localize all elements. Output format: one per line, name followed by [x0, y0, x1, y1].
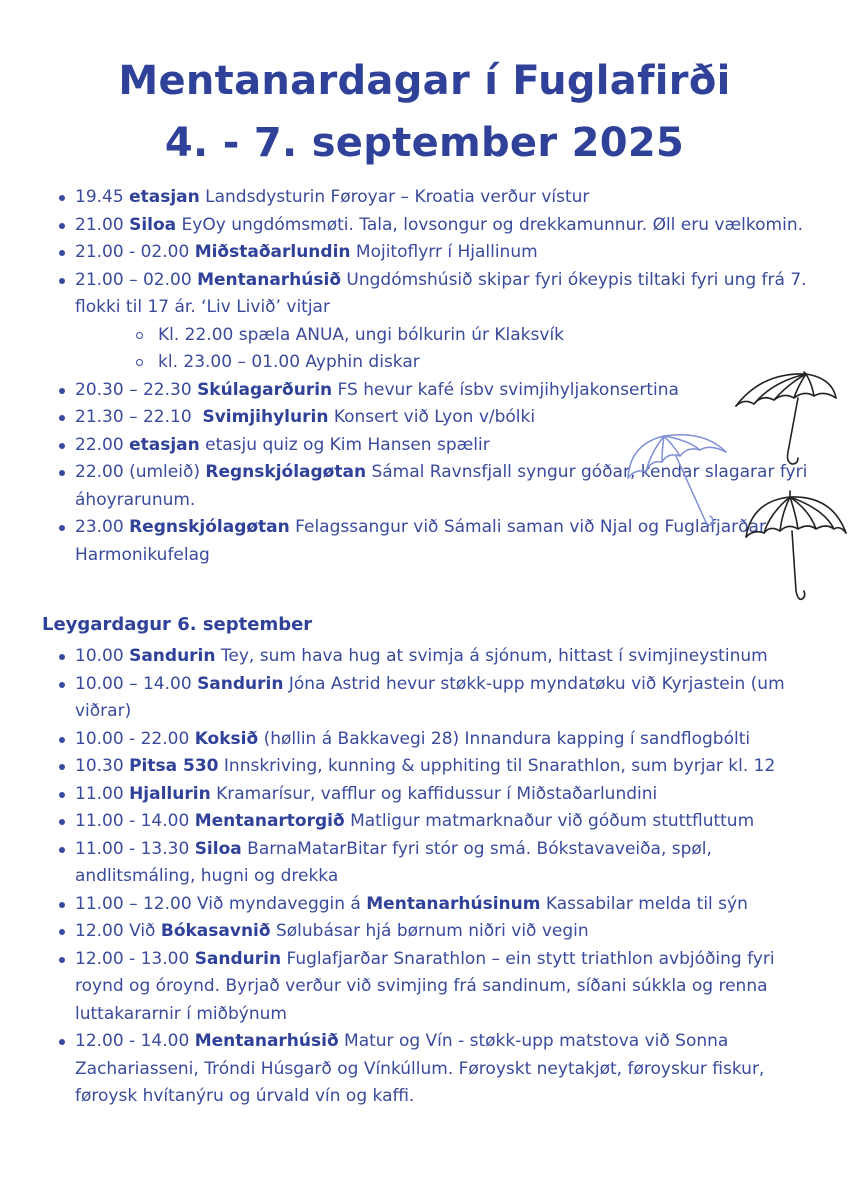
list-item: 21.00 Siloa EyOy ungdómsmøti. Tala, lovsongur og drekkamunnur. Øll eru vælkomin. [42, 212, 822, 240]
umbrella-icon [732, 368, 840, 474]
section-heading-saturday: Leygardagur 6. september [42, 614, 313, 635]
list-item: 23.00 Regnskjólagøtan Felagssangur við Sámali saman við Njal og Fuglafjarðar Harmonikufelag [42, 514, 822, 569]
list-item: 21.00 - 02.00 Miðstaðarlundin Mojitoflyrr í Hjallinum [42, 239, 822, 267]
list-item: 22.00 (umleið) Regnskjólagøtan Sámal Ravnsfjall syngur góðar, kendar slagarar fyri áhoyrarunum. [42, 459, 822, 514]
list-item: 19.45 etasjan Landsdysturin Føroyar – Kroatia verður vístur [42, 184, 822, 212]
page-subtitle-dates: 4. - 7. september 2025 [164, 120, 685, 166]
list-item: 12.00 - 13.00 Sandurin Fuglafjarðar Snarathlon – ein stytt triathlon avbjóðing fyri roynd og óroynd. Byrjað verður við svimjing frá sandinum, síðani súkkla og renna luttakararnir í miðbýnum [42, 946, 822, 1029]
list-item: 11.00 - 14.00 Mentanartorgið Matligur matmarknaður við góðum stuttfluttum [42, 808, 822, 836]
list-item: 10.30 Pitsa 530 Innskriving, kunning & upphiting til Snarathlon, sum byrjar kl. 12 [42, 753, 822, 781]
list-item: 21.00 – 02.00 Mentanarhúsið Ungdómshúsið skipar fyri ókeypis tiltaki fyri ung frá 7. flokki til 17 ár. ‘Liv Livið’ vitjar [42, 267, 822, 322]
list-item: 10.00 Sandurin Tey, sum hava hug at svimja á sjónum, hittast í svimjineystinum [42, 643, 822, 671]
list-item: 22.00 etasjan etasju quiz og Kim Hansen spælir [42, 432, 822, 460]
list-item: 12.00 - 14.00 Mentanarhúsið Matur og Vín - støkk-upp matstova við Sonna Zachariasseni, Tróndi Húsgarð og Vínkúllum. Føroyskt neytakjøt, føroyskur fiskur, føroysk hvítanýru og úrvald vín og kaffi. [42, 1028, 822, 1111]
sub-list-item: Kl. 22.00 spæla ANUA, ungi bólkurin úr Klaksvík [42, 322, 822, 350]
list-item: 11.00 – 12.00 Við myndaveggin á Mentanarhúsinum Kassabilar melda til sýn [42, 891, 822, 919]
list-item: 21.30 – 22.10 Svimjihylurin Konsert við Lyon v/bólki [42, 404, 822, 432]
list-item: 11.00 Hjallurin Kramarísur, vafflur og kaffidussur í Miðstaðarlundini [42, 781, 822, 809]
umbrella-icon [742, 487, 848, 607]
list-item: 10.00 – 14.00 Sandurin Jóna Astrid hevur støkk-upp myndatøku við Kyrjastein (um viðrar) [42, 671, 822, 726]
list-item: 11.00 - 13.30 Siloa BarnaMatarBitar fyri stór og smá. Bókstavaveiða, spøl, andlitsmáling, hugni og drekka [42, 836, 822, 891]
list-item: 10.00 - 22.00 Koksið (høllin á Bakkavegi 28) Innandura kapping í sandflogbólti [42, 726, 822, 754]
list-item: 12.00 Við Bókasavnið Sølubásar hjá børnum niðri við vegin [42, 918, 822, 946]
umbrella-icon [624, 430, 734, 535]
list-item: 20.30 – 22.30 Skúlagarðurin FS hevur kafé ísbv svimjihyljakonsertina [42, 377, 822, 405]
saturday-event-list [42, 643, 822, 1111]
sub-list-item: kl. 23.00 – 01.00 Ayphin diskar [42, 349, 822, 377]
page-title: Mentanardagar í Fuglafirði [118, 58, 731, 104]
